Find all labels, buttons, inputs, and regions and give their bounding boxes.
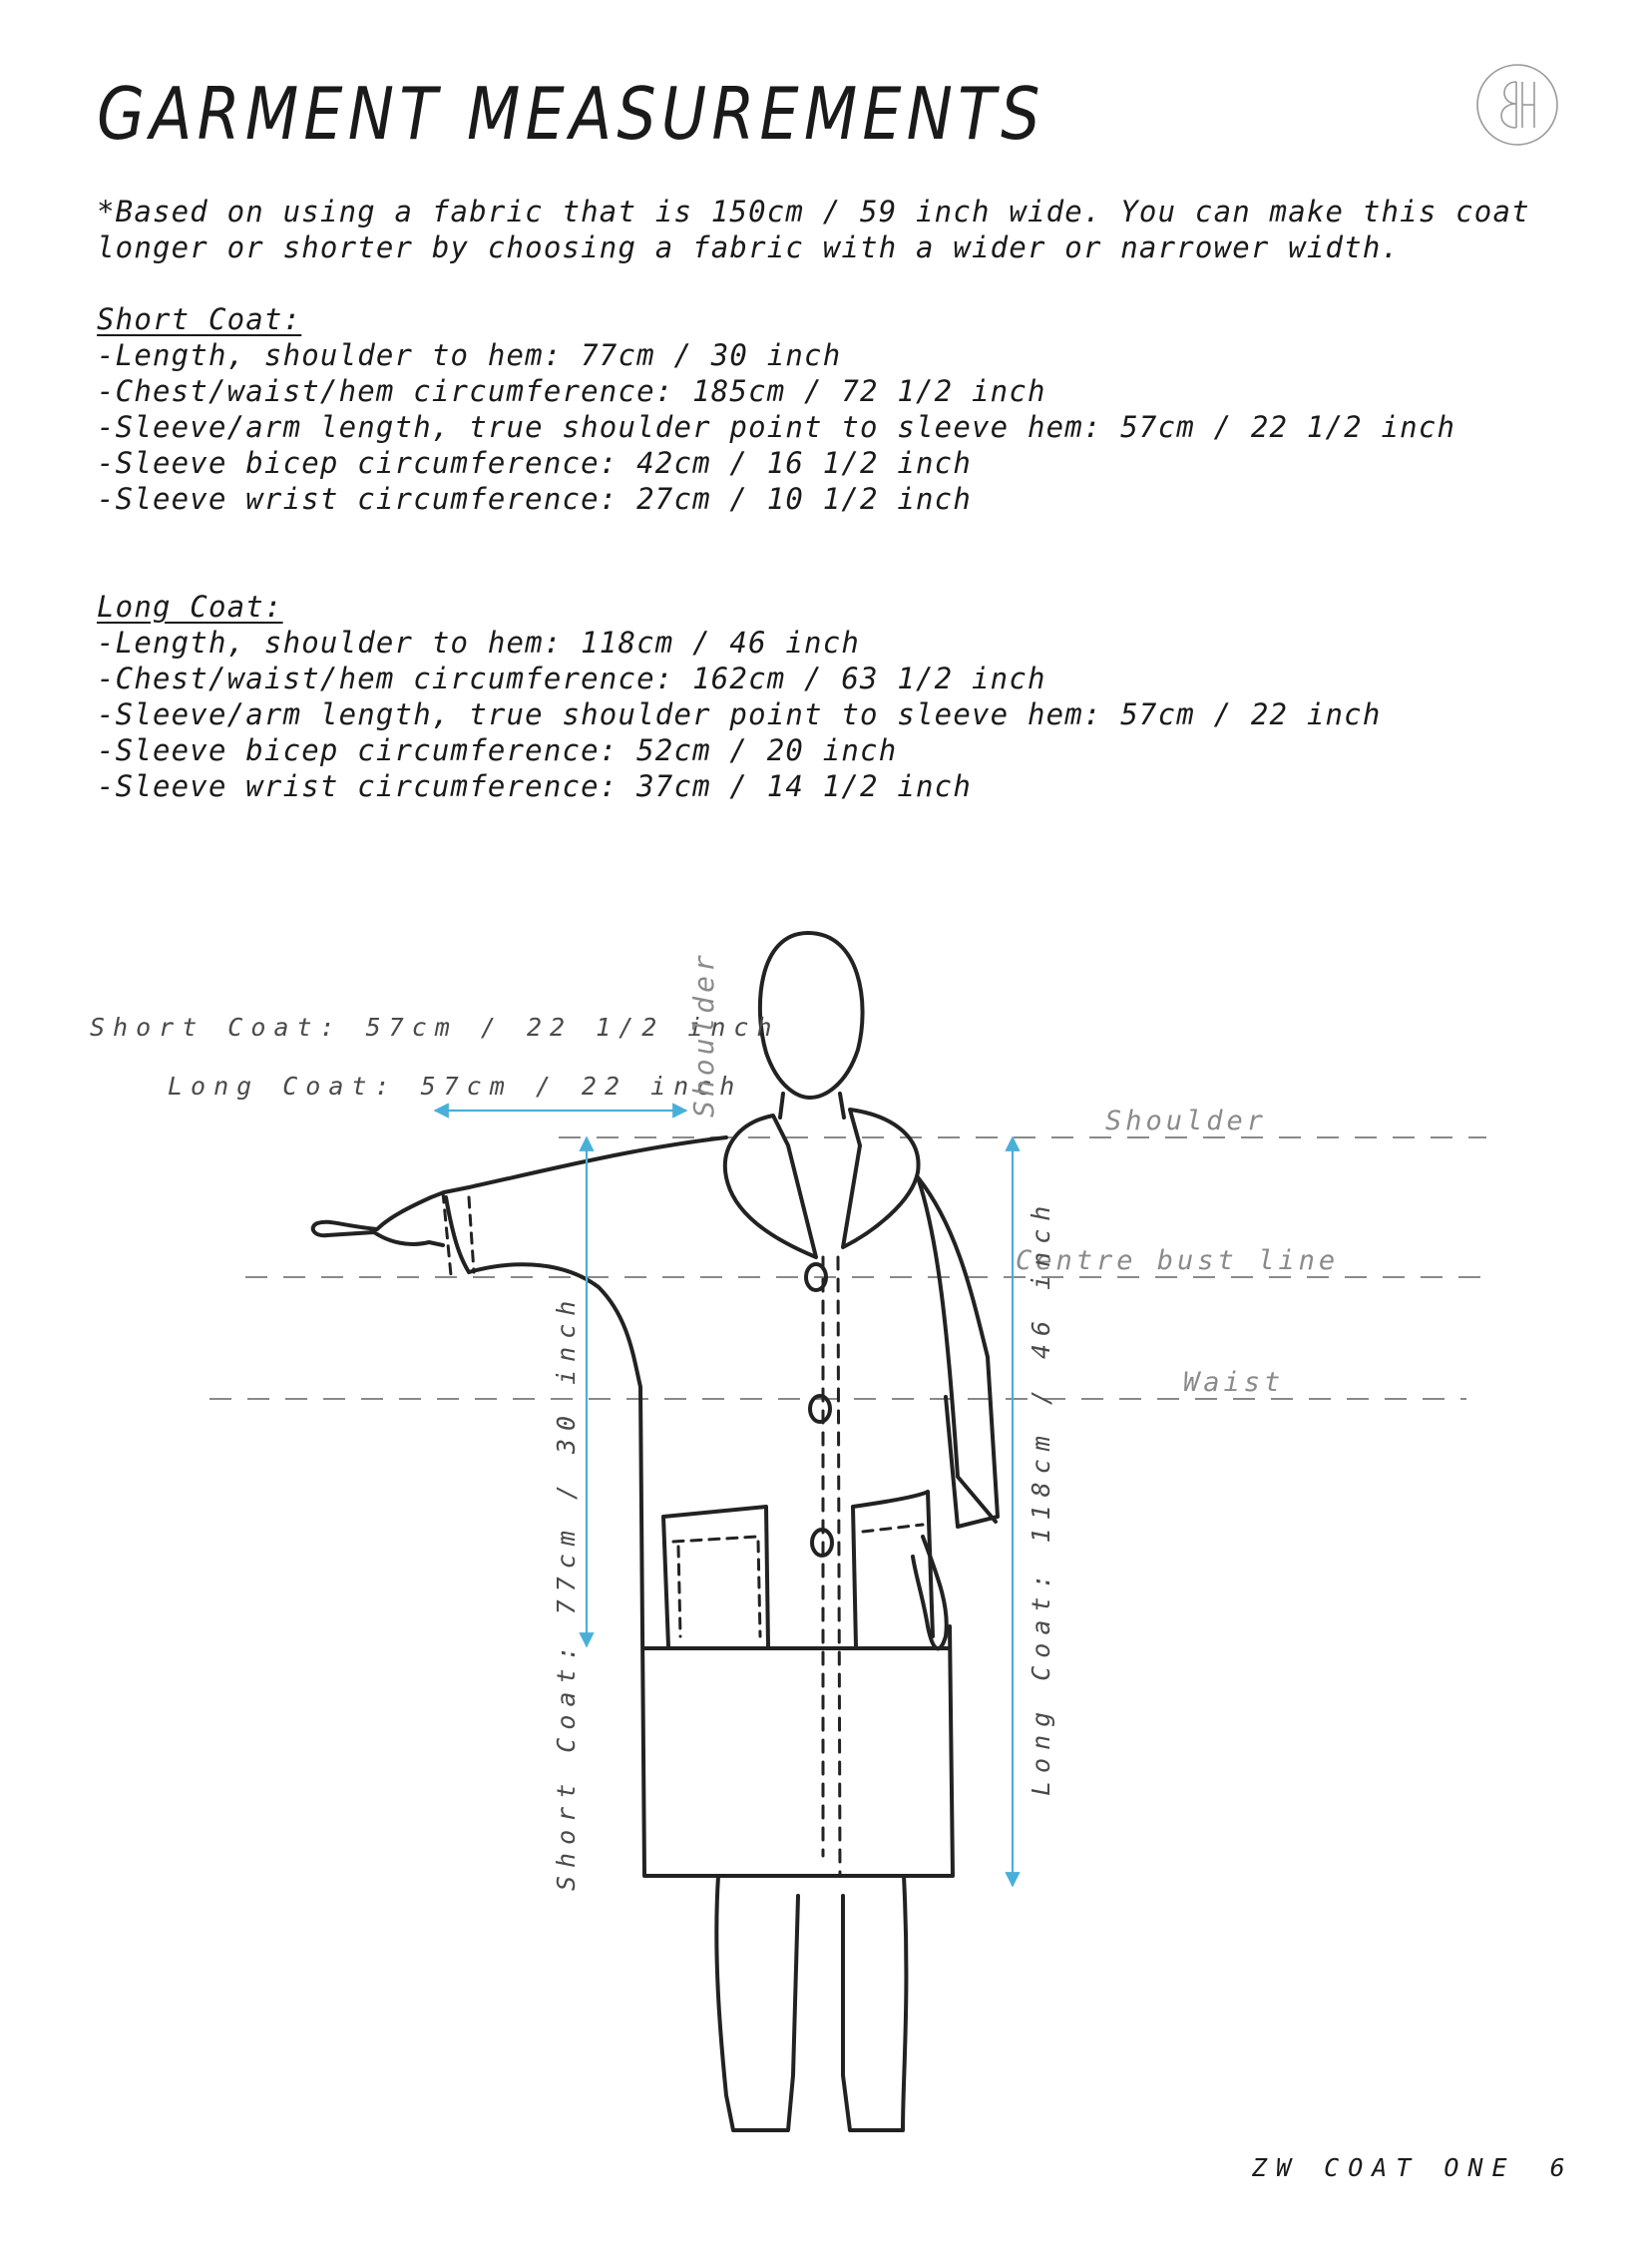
- long-coat-heading: Long Coat:: [97, 590, 283, 624]
- short-coat-circumference: -Chest/waist/hem circumference: 185cm / 72 1/2 inch: [97, 374, 1046, 408]
- sleeve-long-label: Long Coat: 57cm / 22 inch: [168, 1072, 743, 1101]
- sleeve-short-label: Short Coat: 57cm / 22 1/2 inch: [90, 1013, 780, 1042]
- long-coat-section: [97, 589, 1573, 804]
- coat-measurement-diagram: [0, 898, 1652, 2195]
- waist-line-label: Waist: [1183, 1367, 1285, 1398]
- short-coat-sleeve-length: -Sleeve/arm length, true shoulder point to sleeve hem: 57cm / 22 1/2 inch: [97, 410, 1456, 444]
- long-length-label: Long Coat: 118cm / 46 inch: [1027, 1197, 1055, 1796]
- long-coat-bicep: -Sleeve bicep circumference: 52cm / 20 inch: [97, 733, 898, 767]
- pocket-stitch: [673, 1525, 923, 1636]
- shoulder-vertical-label: Shoulder: [687, 951, 720, 1118]
- long-coat-length: -Length, shoulder to hem: 118cm / 46 inch: [97, 626, 861, 660]
- page-title: GARMENT MEASUREMENTS: [97, 72, 1045, 156]
- sleeve-arm: [313, 1192, 444, 1245]
- short-length-label: Short Coat: 77cm / 30 inch: [552, 1292, 581, 1891]
- coat-figure: [313, 933, 998, 2130]
- long-coat-wrist: -Sleeve wrist circumference: 37cm / 14 1/2 inch: [97, 769, 972, 803]
- collar-right: [843, 1110, 919, 1247]
- measurement-notes: [97, 194, 1573, 804]
- short-coat-heading: Short Coat:: [97, 302, 302, 336]
- page-footer: [1252, 2153, 1574, 2182]
- shoulder-line-label: Shoulder: [1105, 1106, 1268, 1136]
- short-coat-bicep: -Sleeve bicep circumference: 42cm / 16 1/2 inch: [97, 446, 972, 480]
- coat-body: [444, 1137, 996, 1876]
- page-number: 6: [1549, 2153, 1574, 2182]
- long-coat-sleeve-length: -Sleeve/arm length, true shoulder point to sleeve hem: 57cm / 22 inch: [97, 697, 1382, 731]
- intro-line: longer or shorter by choosing a fabric with a wider or narrower width.: [97, 230, 1401, 264]
- pocket-right: [853, 1492, 933, 1646]
- short-coat-length: -Length, shoulder to hem: 77cm / 30 inch: [97, 338, 842, 372]
- brand-logo: [1474, 62, 1560, 148]
- document-name: ZW COAT ONE: [1252, 2153, 1516, 2182]
- short-coat-section: [97, 301, 1573, 517]
- short-coat-wrist: -Sleeve wrist circumference: 27cm / 10 1/2 inch: [97, 482, 972, 516]
- long-coat-circumference: -Chest/waist/hem circumference: 162cm / 63 1/2 inch: [97, 662, 1046, 695]
- mannequin-legs: [716, 1876, 906, 2130]
- placket-stitch: [823, 1257, 840, 1876]
- intro-line: *Based on using a fabric that is 150cm / 59 inch wide. You can make this coat: [97, 195, 1530, 228]
- bust-line-label: Centre bust line: [1016, 1245, 1340, 1276]
